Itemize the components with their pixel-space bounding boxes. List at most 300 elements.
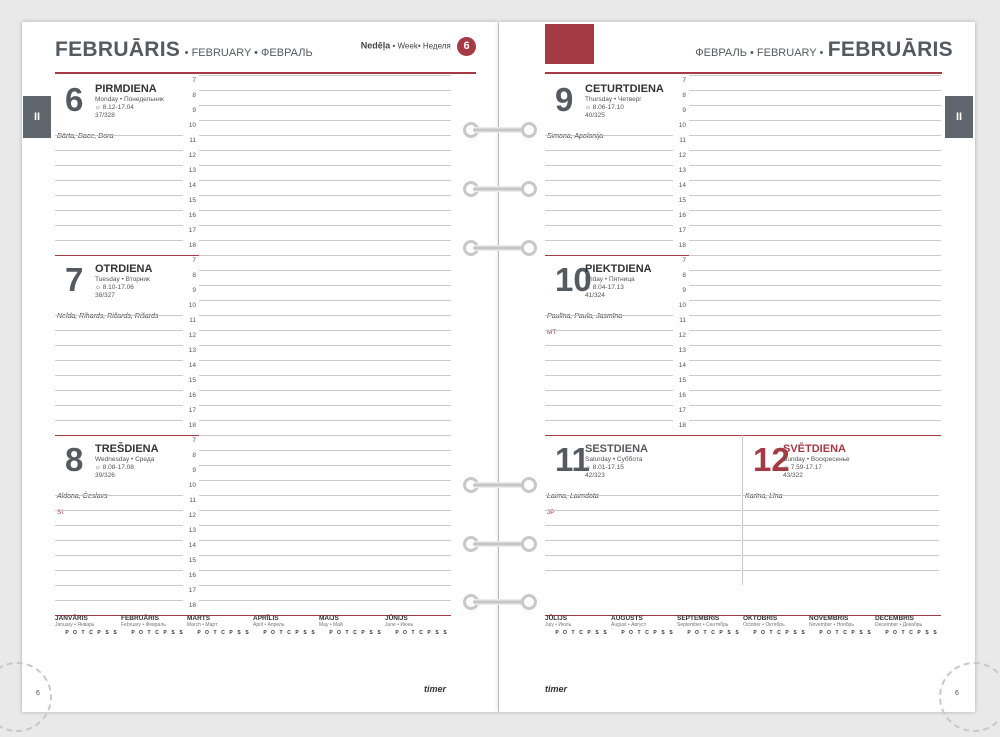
note-line[interactable] bbox=[55, 180, 183, 195]
weekday-initial: S bbox=[113, 630, 117, 636]
note-line[interactable] bbox=[55, 240, 183, 255]
hour-row[interactable] bbox=[682, 105, 941, 120]
name-days: Karīna, Līna bbox=[745, 493, 783, 500]
week-col-header bbox=[385, 630, 393, 636]
note-line[interactable] bbox=[55, 600, 183, 615]
hour-label: 14 bbox=[678, 362, 686, 369]
hour-row[interactable] bbox=[678, 360, 941, 375]
month-title-translations: • FEBRUARY • ФЕВРАЛЬ bbox=[184, 47, 313, 59]
hour-row[interactable] bbox=[192, 450, 451, 465]
note-line[interactable] bbox=[55, 570, 183, 585]
hour-row[interactable] bbox=[678, 300, 941, 315]
weekday-initial: P bbox=[785, 630, 789, 636]
hour-row[interactable] bbox=[188, 480, 451, 495]
hour-row[interactable] bbox=[678, 405, 941, 420]
hour-row[interactable] bbox=[188, 240, 451, 255]
hour-label: 17 bbox=[188, 587, 196, 594]
note-line[interactable] bbox=[545, 375, 673, 390]
month-tab-right[interactable]: II bbox=[945, 96, 973, 138]
weekday-initial: S bbox=[595, 630, 599, 636]
weekday-initial: S bbox=[925, 630, 929, 636]
hour-label: 12 bbox=[678, 152, 686, 159]
hour-label: 15 bbox=[678, 197, 686, 204]
note-line[interactable] bbox=[55, 210, 183, 225]
day-of-year-count: 43/322 bbox=[783, 472, 803, 479]
hour-row[interactable] bbox=[188, 345, 451, 360]
weekday-initial: S bbox=[793, 630, 797, 636]
note-line[interactable] bbox=[55, 405, 183, 420]
month-tab-left[interactable]: II bbox=[23, 96, 51, 138]
sunrise-sunset: ☼ 8.01-17.15 bbox=[585, 464, 624, 471]
hour-label: 10 bbox=[678, 122, 686, 129]
day-number: 10 bbox=[555, 261, 592, 298]
hour-label: 15 bbox=[188, 557, 196, 564]
weekday-initial: S bbox=[245, 630, 249, 636]
weekday-initial: S bbox=[311, 630, 315, 636]
note-line[interactable] bbox=[743, 555, 939, 570]
weekday-initial: S bbox=[859, 630, 863, 636]
weekday-initial: T bbox=[213, 630, 217, 636]
weekday-initial: P bbox=[917, 630, 921, 636]
name-days: Aldona, Česlavs bbox=[57, 493, 108, 500]
weekday-initial: P bbox=[395, 630, 399, 636]
weekday-initial: S bbox=[603, 630, 607, 636]
week-col-header bbox=[545, 630, 553, 636]
note-line[interactable] bbox=[545, 225, 673, 240]
note-line[interactable] bbox=[55, 390, 183, 405]
note-line[interactable] bbox=[55, 165, 183, 180]
mini-month-subtitle: July • Июль bbox=[545, 622, 572, 628]
hour-row[interactable] bbox=[188, 405, 451, 420]
note-line[interactable] bbox=[545, 240, 673, 255]
hour-row[interactable] bbox=[192, 90, 451, 105]
hour-row[interactable] bbox=[188, 540, 451, 555]
note-line[interactable] bbox=[743, 510, 939, 525]
day-number: 7 bbox=[65, 261, 84, 298]
mini-month-grid bbox=[253, 630, 319, 636]
day-number: 8 bbox=[65, 441, 84, 478]
note-line[interactable] bbox=[545, 525, 741, 540]
hour-label: 9 bbox=[682, 287, 686, 294]
mini-month-grid bbox=[677, 630, 743, 636]
hour-label: 17 bbox=[678, 407, 686, 414]
hour-row[interactable] bbox=[192, 75, 451, 90]
weekday-initial: O bbox=[695, 630, 699, 636]
hour-row[interactable] bbox=[682, 285, 941, 300]
hour-label: 12 bbox=[188, 512, 196, 519]
mini-month-calendar bbox=[385, 615, 451, 636]
hour-label: 8 bbox=[192, 272, 196, 279]
weekday-initial: P bbox=[97, 630, 101, 636]
weekday-initial: T bbox=[769, 630, 773, 636]
mini-month-title: MARTS bbox=[187, 615, 211, 622]
hour-row[interactable] bbox=[188, 390, 451, 405]
note-line[interactable] bbox=[55, 495, 183, 510]
weekday-initial: T bbox=[703, 630, 707, 636]
hour-row[interactable] bbox=[188, 195, 451, 210]
hour-row[interactable] bbox=[192, 255, 451, 270]
hour-row[interactable] bbox=[192, 285, 451, 300]
hour-row[interactable] bbox=[188, 555, 451, 570]
note-line[interactable] bbox=[545, 540, 741, 555]
week-col-header bbox=[121, 630, 129, 636]
hour-row[interactable] bbox=[682, 270, 941, 285]
mini-month-title: FEBRUĀRIS bbox=[121, 615, 159, 622]
hour-row[interactable] bbox=[188, 420, 451, 435]
note-line[interactable] bbox=[55, 555, 183, 570]
name-days: Simona, Apolonija bbox=[547, 133, 604, 140]
hour-label: 14 bbox=[188, 182, 196, 189]
hour-row[interactable] bbox=[188, 360, 451, 375]
weekday-initial: C bbox=[843, 630, 847, 636]
weekday-initial: C bbox=[645, 630, 649, 636]
week-col-header bbox=[187, 630, 195, 636]
weekday-initial: C bbox=[221, 630, 225, 636]
note-line[interactable] bbox=[55, 195, 183, 210]
weekday-initial: O bbox=[139, 630, 143, 636]
week-col-header bbox=[55, 630, 63, 636]
weekday-initial: O bbox=[563, 630, 567, 636]
note-line[interactable] bbox=[55, 510, 183, 525]
weekday-initial: O bbox=[205, 630, 209, 636]
sunrise-sunset: ☼ 7.59-17.17 bbox=[783, 464, 822, 471]
hour-row[interactable] bbox=[678, 375, 941, 390]
weekday-initial: P bbox=[687, 630, 691, 636]
weekday-initial: O bbox=[73, 630, 77, 636]
mini-month-calendar bbox=[121, 615, 187, 636]
weekday-initial: P bbox=[555, 630, 559, 636]
note-line[interactable] bbox=[55, 540, 183, 555]
note-line[interactable] bbox=[743, 570, 939, 585]
note-line[interactable] bbox=[545, 150, 673, 165]
weekday-initial: P bbox=[885, 630, 889, 636]
weekday-initial: O bbox=[337, 630, 341, 636]
note-line[interactable] bbox=[545, 555, 741, 570]
hour-row[interactable] bbox=[678, 240, 941, 255]
day-name: SESTDIENA bbox=[585, 443, 648, 455]
hour-label: 13 bbox=[188, 527, 196, 534]
mini-month-title: OKTOBRIS bbox=[743, 615, 778, 622]
hour-row[interactable] bbox=[188, 180, 451, 195]
hour-label: 12 bbox=[678, 332, 686, 339]
hour-row[interactable] bbox=[679, 135, 941, 150]
weekday-initial: C bbox=[579, 630, 583, 636]
note-line[interactable] bbox=[545, 135, 673, 150]
week-number-badge: 6 bbox=[457, 37, 476, 56]
right-header bbox=[532, 38, 953, 66]
hour-row[interactable] bbox=[192, 435, 451, 450]
weekday-initial: C bbox=[353, 630, 357, 636]
day-name: CETURTDIENA bbox=[585, 83, 664, 95]
mini-month-grid bbox=[319, 630, 385, 636]
weekday-initial: C bbox=[287, 630, 291, 636]
name-days: Dārta, Dace, Dora bbox=[57, 133, 114, 140]
mini-month-calendar bbox=[55, 615, 121, 636]
note-line[interactable] bbox=[55, 135, 183, 150]
note-line[interactable] bbox=[545, 345, 673, 360]
weekday-initial: P bbox=[753, 630, 757, 636]
hour-row[interactable] bbox=[188, 510, 451, 525]
day-name-translations: Monday • Понедельник bbox=[95, 96, 164, 103]
note-line[interactable] bbox=[743, 525, 939, 540]
hour-label: 7 bbox=[682, 77, 686, 84]
mini-month-grid bbox=[385, 630, 451, 636]
month-title: FEBRUĀRIS bbox=[827, 38, 953, 61]
hour-label: 8 bbox=[682, 272, 686, 279]
day-separator bbox=[545, 435, 941, 436]
weekday-initial: S bbox=[443, 630, 447, 636]
weekday-initial: P bbox=[263, 630, 267, 636]
day-number: 12 bbox=[753, 441, 790, 478]
mini-month-calendar bbox=[809, 615, 875, 636]
weekday-initial: S bbox=[171, 630, 175, 636]
weekday-initial: P bbox=[295, 630, 299, 636]
mini-month-grid bbox=[187, 630, 253, 636]
mini-month-grid bbox=[55, 630, 121, 636]
sunrise-sunset: ☼ 8.08-17.08 bbox=[95, 464, 134, 471]
weekday-initial: S bbox=[237, 630, 241, 636]
hour-row[interactable] bbox=[678, 420, 941, 435]
hour-label: 16 bbox=[188, 392, 196, 399]
note-line[interactable] bbox=[545, 195, 673, 210]
note-line[interactable] bbox=[55, 345, 183, 360]
hour-row[interactable] bbox=[189, 135, 451, 150]
hour-label: 9 bbox=[192, 287, 196, 294]
weekday-initial: C bbox=[777, 630, 781, 636]
hour-row[interactable] bbox=[678, 180, 941, 195]
note-line[interactable] bbox=[545, 420, 673, 435]
weekday-initial: S bbox=[105, 630, 109, 636]
weekday-initial: S bbox=[179, 630, 183, 636]
weekday-initial: O bbox=[271, 630, 275, 636]
mini-month-grid bbox=[743, 630, 809, 636]
week-col-header bbox=[875, 630, 883, 636]
hour-label: 17 bbox=[188, 407, 196, 414]
hour-row[interactable] bbox=[188, 570, 451, 585]
hour-row[interactable] bbox=[678, 210, 941, 225]
hour-label: 14 bbox=[678, 182, 686, 189]
header-rule bbox=[545, 72, 942, 74]
mini-month-calendar bbox=[253, 615, 319, 636]
hour-label: 7 bbox=[192, 437, 196, 444]
note-line[interactable] bbox=[545, 330, 673, 345]
holiday-marker: SI bbox=[57, 509, 64, 516]
weekday-initial: O bbox=[761, 630, 765, 636]
hour-label: 12 bbox=[188, 152, 196, 159]
mini-month-calendar bbox=[187, 615, 253, 636]
mini-month-subtitle: April • Апрель bbox=[253, 622, 285, 628]
hour-label: 15 bbox=[678, 377, 686, 384]
hour-label: 7 bbox=[682, 257, 686, 264]
hour-label: 8 bbox=[192, 452, 196, 459]
week-col-header bbox=[743, 630, 751, 636]
hour-row[interactable] bbox=[188, 120, 451, 135]
hour-label: 17 bbox=[678, 227, 686, 234]
mini-month-subtitle: August • Август bbox=[611, 622, 647, 628]
weekday-initial: S bbox=[867, 630, 871, 636]
day-number: 9 bbox=[555, 81, 574, 118]
hour-row[interactable] bbox=[192, 270, 451, 285]
sunrise-sunset: ☼ 8.12-17.04 bbox=[95, 104, 134, 111]
hour-row[interactable] bbox=[682, 90, 941, 105]
hour-row[interactable] bbox=[192, 465, 451, 480]
hour-row[interactable] bbox=[678, 390, 941, 405]
mini-month-subtitle: October • Октябрь bbox=[743, 622, 785, 628]
hour-label: 8 bbox=[192, 92, 196, 99]
hour-row[interactable] bbox=[678, 150, 941, 165]
note-line[interactable] bbox=[55, 315, 183, 330]
hour-row[interactable] bbox=[188, 525, 451, 540]
hour-row[interactable] bbox=[192, 105, 451, 120]
brand-logo: timer bbox=[424, 684, 447, 694]
hour-row[interactable] bbox=[678, 345, 941, 360]
weekend-divider bbox=[742, 435, 743, 585]
hour-row[interactable] bbox=[682, 255, 941, 270]
hour-row[interactable] bbox=[678, 330, 941, 345]
hour-label: 17 bbox=[188, 227, 196, 234]
hour-label: 8 bbox=[682, 92, 686, 99]
note-line[interactable] bbox=[545, 180, 673, 195]
mini-month-subtitle: March • Март bbox=[187, 622, 218, 628]
hour-label: 18 bbox=[678, 242, 686, 249]
weekday-initial: T bbox=[571, 630, 575, 636]
hour-label: 11 bbox=[679, 137, 686, 144]
mini-month-grid bbox=[121, 630, 187, 636]
mini-month-subtitle: May • Май bbox=[319, 622, 343, 628]
mini-month-subtitle: December • Декабрь bbox=[875, 622, 923, 628]
weekday-initial: P bbox=[65, 630, 69, 636]
note-line[interactable] bbox=[545, 405, 673, 420]
day-of-year-count: 37/328 bbox=[95, 112, 115, 119]
mini-month-subtitle: November • Ноябрь bbox=[809, 622, 854, 628]
mini-month-title: DECEMBRIS bbox=[875, 615, 915, 622]
day-name: OTRDIENA bbox=[95, 263, 153, 275]
note-line[interactable] bbox=[545, 210, 673, 225]
hour-label: 16 bbox=[678, 392, 686, 399]
note-line[interactable] bbox=[545, 360, 673, 375]
note-line[interactable] bbox=[55, 420, 183, 435]
note-line[interactable] bbox=[545, 510, 741, 525]
note-line[interactable] bbox=[545, 390, 673, 405]
hour-label: 13 bbox=[678, 347, 686, 354]
hour-row[interactable] bbox=[188, 375, 451, 390]
hour-row[interactable] bbox=[189, 495, 451, 510]
weekday-initial: C bbox=[89, 630, 93, 636]
mini-month-title: APRĪLIS bbox=[253, 615, 279, 622]
hour-row[interactable] bbox=[188, 210, 451, 225]
mini-month-subtitle: September • Сентябрь bbox=[677, 622, 729, 628]
note-line[interactable] bbox=[55, 360, 183, 375]
day-name: SVĒTDIENA bbox=[783, 443, 846, 455]
week-col-header bbox=[253, 630, 261, 636]
note-line[interactable] bbox=[55, 225, 183, 240]
day-name-translations: Friday • Пятница bbox=[585, 276, 635, 283]
weekday-initial: P bbox=[329, 630, 333, 636]
hour-row[interactable] bbox=[188, 300, 451, 315]
hour-row[interactable] bbox=[188, 165, 451, 180]
mini-month-calendar bbox=[319, 615, 385, 636]
hour-label: 9 bbox=[192, 107, 196, 114]
note-line[interactable] bbox=[55, 585, 183, 600]
note-line[interactable] bbox=[55, 150, 183, 165]
hour-row[interactable] bbox=[679, 315, 941, 330]
day-of-year-count: 40/325 bbox=[585, 112, 605, 119]
note-line[interactable] bbox=[545, 315, 673, 330]
note-line[interactable] bbox=[55, 375, 183, 390]
hour-label: 16 bbox=[188, 572, 196, 579]
hour-row[interactable] bbox=[188, 225, 451, 240]
note-line[interactable] bbox=[55, 330, 183, 345]
weekday-initial: S bbox=[801, 630, 805, 636]
weekday-initial: P bbox=[427, 630, 431, 636]
hour-label: 14 bbox=[188, 362, 196, 369]
weekday-initial: P bbox=[621, 630, 625, 636]
holiday-marker: MT bbox=[547, 329, 557, 336]
weekday-initial: S bbox=[669, 630, 673, 636]
weekday-initial: P bbox=[587, 630, 591, 636]
hour-row[interactable] bbox=[189, 315, 451, 330]
weekday-initial: P bbox=[851, 630, 855, 636]
hour-row[interactable] bbox=[188, 600, 451, 615]
binder-ring bbox=[463, 594, 537, 610]
day-of-year-count: 39/326 bbox=[95, 472, 115, 479]
note-line[interactable] bbox=[545, 165, 673, 180]
note-line[interactable] bbox=[55, 525, 183, 540]
hour-row[interactable] bbox=[682, 75, 941, 90]
note-line[interactable] bbox=[743, 495, 939, 510]
weekday-initial: O bbox=[629, 630, 633, 636]
weekday-initial: P bbox=[719, 630, 723, 636]
hour-label: 18 bbox=[188, 602, 196, 609]
hour-label: 7 bbox=[192, 257, 196, 264]
note-line[interactable] bbox=[743, 540, 939, 555]
mini-month-subtitle: February • Февраль bbox=[121, 622, 166, 628]
hour-row[interactable] bbox=[188, 585, 451, 600]
mini-month-grid bbox=[875, 630, 941, 636]
page-number: 6 bbox=[955, 690, 959, 697]
mini-month-title: AUGUSTS bbox=[611, 615, 643, 622]
weekday-initial: T bbox=[901, 630, 905, 636]
weekday-initial: C bbox=[155, 630, 159, 636]
weekday-initial: S bbox=[933, 630, 937, 636]
weekday-initial: S bbox=[727, 630, 731, 636]
binder-ring bbox=[463, 122, 537, 138]
weekday-initial: S bbox=[435, 630, 439, 636]
hour-row[interactable] bbox=[678, 165, 941, 180]
hour-row[interactable] bbox=[188, 330, 451, 345]
name-days: Paulīna, Paula, Jasmīna bbox=[547, 313, 623, 320]
day-number: 11 bbox=[555, 441, 590, 478]
hour-row[interactable] bbox=[678, 120, 941, 135]
mini-month-subtitle: June • Июнь bbox=[385, 622, 414, 628]
decorative-arc bbox=[0, 662, 52, 732]
note-line[interactable] bbox=[545, 570, 741, 585]
hour-label: 16 bbox=[678, 212, 686, 219]
weekday-initial: S bbox=[369, 630, 373, 636]
hour-row[interactable] bbox=[678, 225, 941, 240]
hour-row[interactable] bbox=[188, 150, 451, 165]
hour-label: 11 bbox=[189, 497, 196, 504]
mini-month-title: JŪNIJS bbox=[385, 615, 408, 622]
hour-label: 9 bbox=[192, 467, 196, 474]
day-name: PIRMDIENA bbox=[95, 83, 157, 95]
mini-month-subtitle: January • Январь bbox=[55, 622, 95, 628]
note-line[interactable] bbox=[545, 495, 741, 510]
hour-row[interactable] bbox=[678, 195, 941, 210]
day-name-translations: Wednesday • Среда bbox=[95, 456, 155, 463]
weekday-initial: C bbox=[419, 630, 423, 636]
week-label: Nedēļa bbox=[360, 40, 391, 51]
